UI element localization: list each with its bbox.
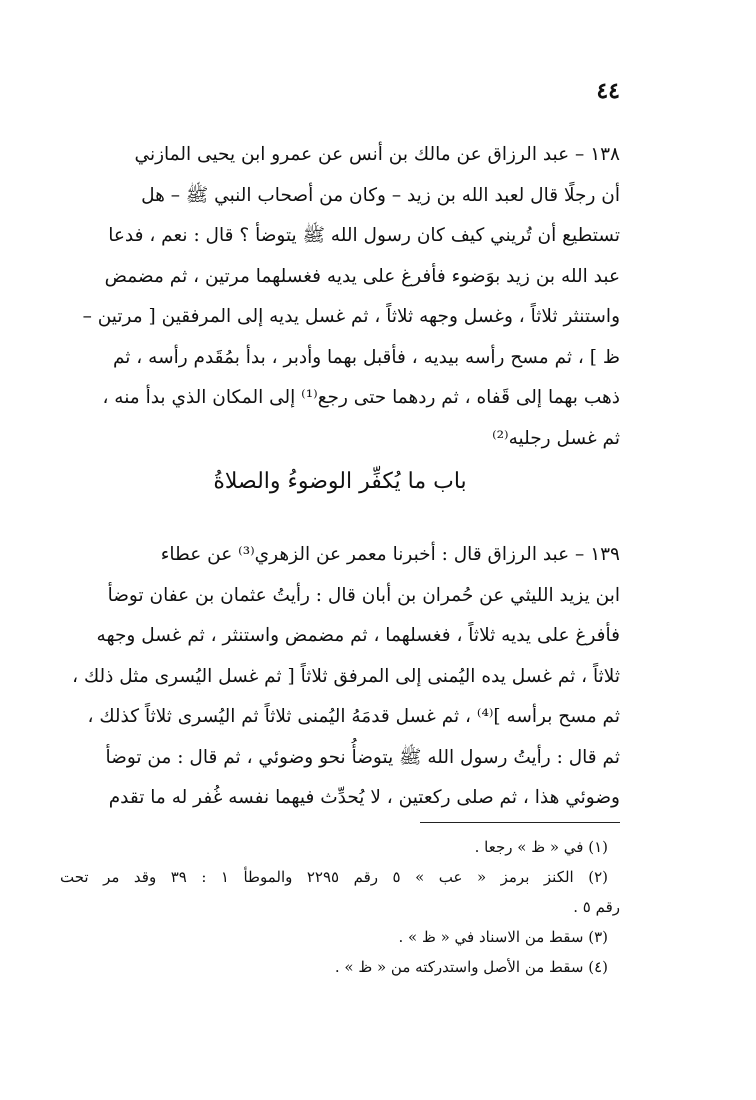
footnotes [60,832,620,982]
text-line: ١٣٨ – عبد الرزاق عن مالك بن أنس عن عمرو ابن يحيى المازني [134,144,620,165]
text-line: أن رجلًا قال لعبد الله بن زيد – وكان من أصحاب النبي ﷺ – هل [141,184,620,206]
text-line: تستطيع أن تُريني كيف كان رسول الله ﷺ يتوضأ ؟ قال : نعم ، فدعا [108,225,620,246]
text-line: ثم مسح برأسه ]⁽⁴⁾ ، ثم غسل قدمَهُ اليُمنى ثلاثاً ثم اليُسرى ثلاثاً كذلك ، [87,706,620,727]
footnote-4: (٤) سقط من الأصل واستدركته من « ظ » . [334,958,608,976]
page-number: ٤٤ [596,78,620,104]
text-line: ١٣٩ – عبد الرزاق قال : أخبرنا معمر عن الزهري⁽³⁾ عن عطاء [160,544,620,565]
book-page [60,70,620,1050]
text-line: ثم قال : رأيتُ رسول الله ﷺ يتوضأُ نحو وضوئي ، ثم قال : من توضأ [105,746,620,768]
text-line: عبد الله بن زيد بوَضوء فأفرغ على يديه فغسلهما مرتين ، ثم مضمض [104,265,620,287]
text-line: ظ ] ، ثم مسح رأسه بيديه ، فأقبل بهما وأدبر ، بدأ بمُقَدم رأسه ، ثم [112,346,620,368]
text-line: وضوئي هذا ، ثم صلى ركعتين ، لا يُحدِّث فيهما نفسه غُفر له ما تقدم [108,787,620,808]
footnote-divider [420,822,620,823]
text-line: ثلاثاً ، ثم غسل يده اليُمنى إلى المرفق ثلاثاً [ ثم غسل اليُسرى مثل ذلك ، [72,665,620,687]
section-heading: باب ما يُكفِّر الوضوءُ والصلاةُ [213,469,467,494]
text-line: ذهب بهما إلى قَفاه ، ثم ردهما حتى رجع⁽¹⁾ إلى المكان الذي بدأ منه ، [102,387,620,408]
hadith-139-paragraph [60,535,620,819]
text-line: ثم غسل رجليه⁽²⁾ [492,427,620,449]
footnote-1: (١) في « ظ » رجعا . [474,838,608,856]
text-line: ابن يزيد الليثي عن حُمران بن أبان قال : رأيتُ عثمان بن عفان توضأ [107,584,620,606]
text-line: واستنثر ثلاثاً ، وغسل وجهه ثلاثاً ، ثم غسل يديه إلى المرفقين [ مرتين – [82,306,620,327]
footnote-2: (٢) الكنز برمز « عب » ٥ رقم ٢٢٩٥ والموطأ ١ : ٣٩ وقد مر تحت [60,868,608,886]
hadith-138-paragraph [60,135,620,459]
footnote-2-continuation: رقم ٥ . [573,898,620,916]
footnote-3: (٣) سقط من الاسناد في « ظ » . [398,928,608,946]
text-line: فأفرغ على يديه ثلاثاً ، فغسلهما ، ثم مضمض واستنثر ، ثم غسل وجهه [96,625,620,646]
